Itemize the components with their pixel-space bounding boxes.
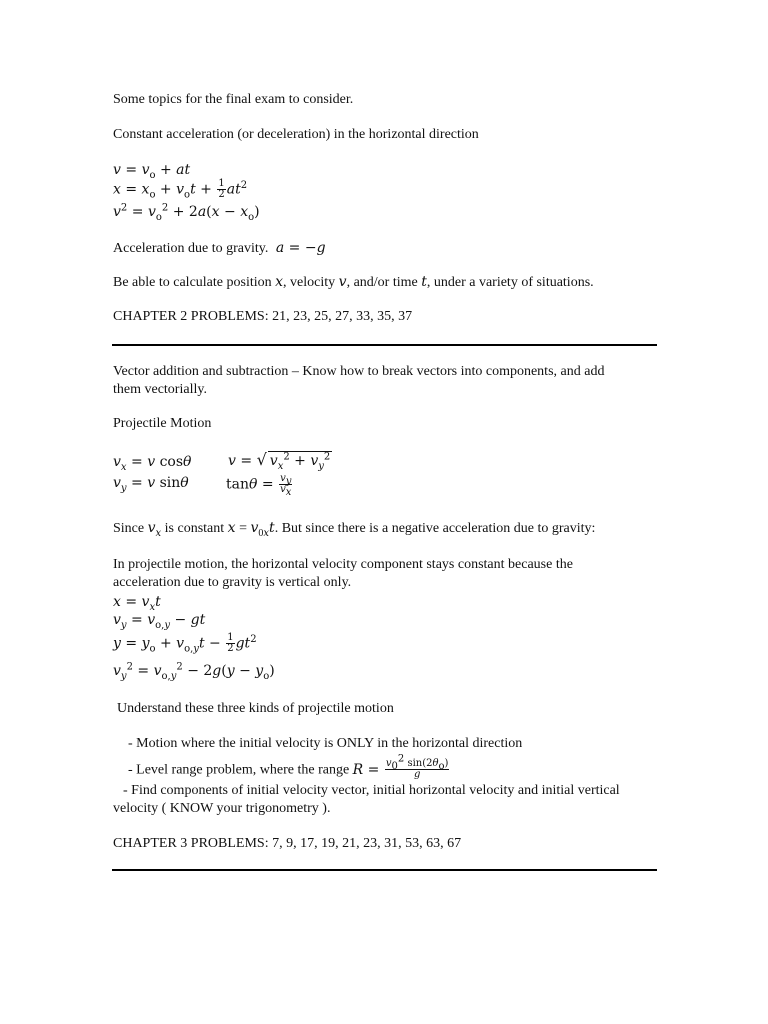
- projectile-kind-2: [128, 753, 450, 780]
- gravity-line: [113, 239, 326, 258]
- section-heading-constant-acceleration: Constant acceleration (or deceleration) in the horizontal direction: [113, 127, 479, 142]
- equation-velocity-squared: $v^2 = v_o^2 + 2a(x - x_o)$: [113, 202, 260, 223]
- calc-text-3: , and/or time: [346, 275, 422, 290]
- projectile-kind-1: - Motion where the initial velocity is ONLY in the horizontal direction: [128, 736, 523, 751]
- equation-vy-gt: $v_y = v_{o,y}$ − gt: [113, 612, 206, 631]
- projectile-kind-3: - Find components of initial velocity vector, initial horizontal velocity and initial vertical velocity ( KNOW your trigonometry ).: [113, 783, 620, 816]
- calc-text-4: , under a variety of situations.: [426, 275, 594, 290]
- gravity-equation: a = −g: [275, 240, 326, 256]
- equation-magnitude: v = √ $v_x^2 + v_y^2$: [228, 450, 331, 472]
- calc-var-t: t: [421, 274, 427, 290]
- bottom-divider: [112, 869, 657, 871]
- chapter-2-problems: CHAPTER 2 PROBLEMS: 21, 23, 25, 27, 33, 35, 37: [113, 309, 413, 324]
- equation-position: $x = x_o + v_ot$ + $\frac{1}{2}$ $at^2$: [113, 178, 248, 201]
- calc-var-x: x: [275, 274, 284, 290]
- range-formula: R = $\frac{v_0^2 \sin(2\theta_o)}{g}$: [352, 753, 449, 780]
- chapter-3-problems: CHAPTER 3 PROBLEMS: 7, 9, 17, 19, 21, 23, 31, 53, 63, 67: [113, 836, 462, 851]
- since-text-3: . But since there is a negative acceleration due to gravity:: [274, 521, 596, 536]
- equation-y-position: $y = y_o + v_{o,y}t$ − $\frac{1}{2}$ $gt^2$: [113, 632, 257, 655]
- intro-text: Some topics for the final exam to consider.: [113, 92, 354, 107]
- calculate-line: [113, 273, 594, 292]
- projectile-kinds-heading: Understand these three kinds of projectile motion: [117, 701, 394, 716]
- equation-vy-squared: $v_y^2 = v_{o,y}^2 - 2g(y - y_o)$: [113, 661, 275, 682]
- section-divider: [112, 344, 657, 346]
- equation-velocity: $v = v_o$ + at: [113, 162, 191, 181]
- equation-vy: $v_y = v$ sinθ: [113, 475, 189, 494]
- range-text: - Level range problem, where the range: [128, 762, 350, 778]
- calc-text-1: Be able to calculate position: [113, 275, 276, 290]
- since-text-1: Since: [113, 521, 148, 536]
- since-line: Since $v_x$ is constant $x = v_{0x}t$. But since there is a negative acceleration due to gravity:: [113, 520, 596, 539]
- vector-addition-text: Vector addition and subtraction – Know how to break vectors into components, and add them vectorially.: [113, 364, 605, 397]
- equation-vx: $v_x = v$ cosθ: [113, 454, 192, 473]
- gravity-label: Acceleration due to gravity.: [113, 241, 269, 256]
- calc-text-2: , velocity: [283, 275, 339, 290]
- projectile-motion-heading: Projectile Motion: [113, 416, 212, 431]
- equation-tangent: tanθ = $\frac{v_y}{v_x}$: [226, 473, 292, 498]
- calc-var-v: v: [338, 274, 347, 290]
- equation-x-vxt: $x = v_xt$: [113, 594, 161, 613]
- horizontal-velocity-note: In projectile motion, the horizontal velocity component stays constant because the acceleration due to gravity is vertical only.: [113, 557, 573, 590]
- since-text-2: is constant: [161, 521, 228, 536]
